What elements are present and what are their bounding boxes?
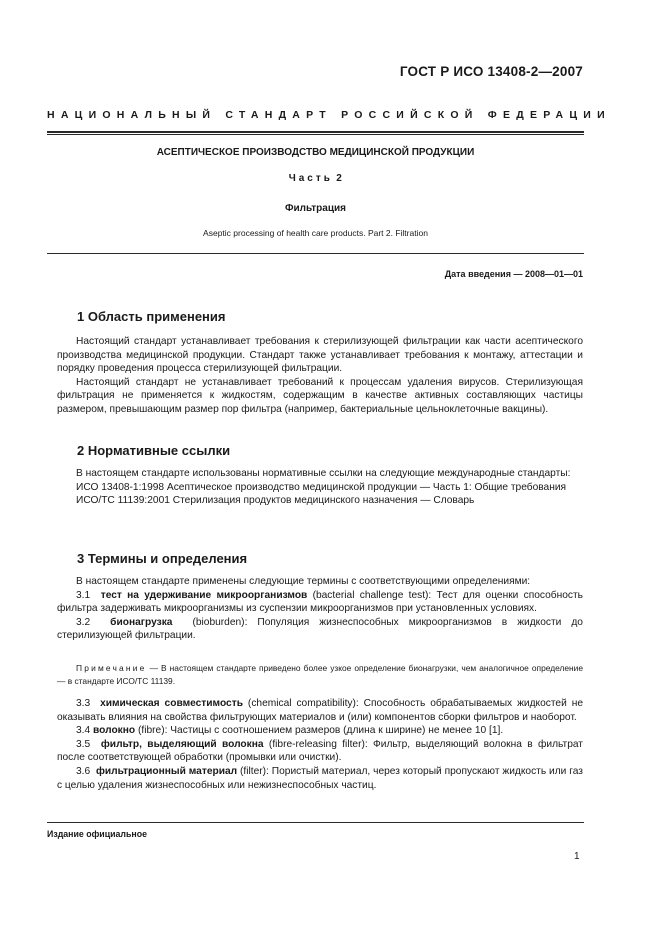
header-rule-thick xyxy=(47,131,584,133)
term-number: 3.1 xyxy=(76,589,91,601)
term-definition: (chemical compatibility): Способность обрабатываемых жидкостей не оказывать влияния на свойства фильтрующих материалов и (или) компонентов сборки фильтров и наоборот. xyxy=(57,698,583,723)
term-name: волокно xyxy=(93,725,136,737)
term-name: фильтрационный материал xyxy=(95,765,238,777)
term-3-5 xyxy=(57,738,583,765)
term-3-2 xyxy=(57,616,583,643)
term-name: тест на удерживание микроорганизмов xyxy=(100,589,308,601)
section-3-body-a xyxy=(57,575,583,643)
term-3-3 xyxy=(57,697,583,724)
note-paragraph xyxy=(57,662,583,688)
term-definition: (fibre): Частицы с соотношением размеров (длина к ширине) не менее 10 [1]. xyxy=(138,725,504,737)
note-label: Примечание xyxy=(76,663,147,673)
title-rule xyxy=(47,253,584,254)
section-3-heading: 3 Термины и определения xyxy=(77,551,248,566)
section-1-paragraph: Настоящий стандарт не устанавливает требований к процессам удаления вирусов. Стерилизующая фильтрация не применяется к жидкостям, содержащим в качестве активных составляющих частицы размером, превышающим размер пор фильтра (например, бактериальные цельноклеточные вакцины). xyxy=(57,376,583,415)
page-number: 1 xyxy=(574,851,580,862)
footer-rule xyxy=(47,822,584,823)
term-number: 3.5 xyxy=(76,738,91,750)
section-1-paragraph: Настоящий стандарт устанавливает требования к стерилизующей фильтрации как части асептического производства медицинской продукции. Стандарт также устанавливает требования к монтажу, аттестации и порядку проведения процесса стерилизующей фильтрации. xyxy=(57,336,583,375)
term-definition: (filter): Пористый материал, через который пропускают жидкость или газ с целью удаления жизнеспособных или нежизнеспособных частиц. xyxy=(57,765,583,791)
term-number: 3.2 xyxy=(76,616,91,628)
section-2-paragraph: В настоящем стандарте использованы нормативные ссылки на следующие международные стандарты: xyxy=(76,468,571,479)
term-3-6 xyxy=(57,765,583,792)
term-number: 3.3 xyxy=(76,698,91,709)
term-number: 3.4 xyxy=(76,725,91,737)
document-part xyxy=(47,173,584,184)
english-title: Aseptic processing of health care products. Part 2. Filtration xyxy=(203,228,428,238)
term-name: бионагрузка xyxy=(110,616,173,628)
term-number: 3.6 xyxy=(76,765,91,777)
term-3-1 xyxy=(57,589,583,616)
term-name: химическая совместимость xyxy=(100,698,243,709)
section-2-heading: 2 Нормативные ссылки xyxy=(77,443,231,458)
national-standard-banner: НАЦИОНАЛЬНЫЙ СТАНДАРТ РОССИЙСКОЙ ФЕДЕРАЦИИ xyxy=(47,109,611,121)
document-subtitle: Фильтрация xyxy=(284,203,346,214)
document-title: АСЕПТИЧЕСКОЕ ПРОИЗВОДСТВО МЕДИЦИНСКОЙ ПРОДУКЦИИ xyxy=(156,147,475,158)
section-2-body xyxy=(57,467,583,508)
introduction-date: Дата введения — 2008—01—01 xyxy=(444,269,583,279)
section-3-body-b xyxy=(57,697,583,792)
section-3-paragraph: В настоящем стандарте применены следующие термины с соответствующими определениями: xyxy=(76,576,531,587)
standard-number: ГОСТ Р ИСО 13408-2—2007 xyxy=(399,64,583,79)
reference-item: ИСО 13408-1:1998 Асептическое производство медицинской продукции — Часть 1: Общие требования xyxy=(76,481,567,493)
reference-item: ИСО/ТС 11139:2001 Стерилизация продуктов медицинского назначения — Словарь xyxy=(76,495,475,507)
part-word: Часть xyxy=(288,173,333,184)
header-rule-thin xyxy=(47,134,584,135)
term-definition: (bioburden): Популяция жизнеспособных микроорганизмов в жидкости до стерилизующей фильтрации. xyxy=(57,616,583,642)
section-1-heading: 1 Область применения xyxy=(77,309,226,324)
term-definition: (bacterial challenge test): Тест для оценки способность фильтра задерживать микроорганизмы из суспензии микроорганизмов при установленных условиях. xyxy=(57,589,583,615)
note-text: — В настоящем стандарте приведено более узкое определение бионагрузки, чем аналогичное определение — в стандарте ИСО/ТС 11139. xyxy=(57,663,583,686)
term-3-4 xyxy=(57,724,583,738)
note-block xyxy=(57,662,583,688)
term-definition: (fibre-releasing filter): Фильтр, выделяющий волокна в фильтрат после соответствующей обработки (промывки или очистки). xyxy=(57,738,583,764)
term-name: фильтр, выделяющий волокна xyxy=(100,738,264,750)
section-1-body xyxy=(57,335,583,417)
edition-label: Издание официальное xyxy=(47,829,147,839)
part-number: 2 xyxy=(336,173,343,184)
